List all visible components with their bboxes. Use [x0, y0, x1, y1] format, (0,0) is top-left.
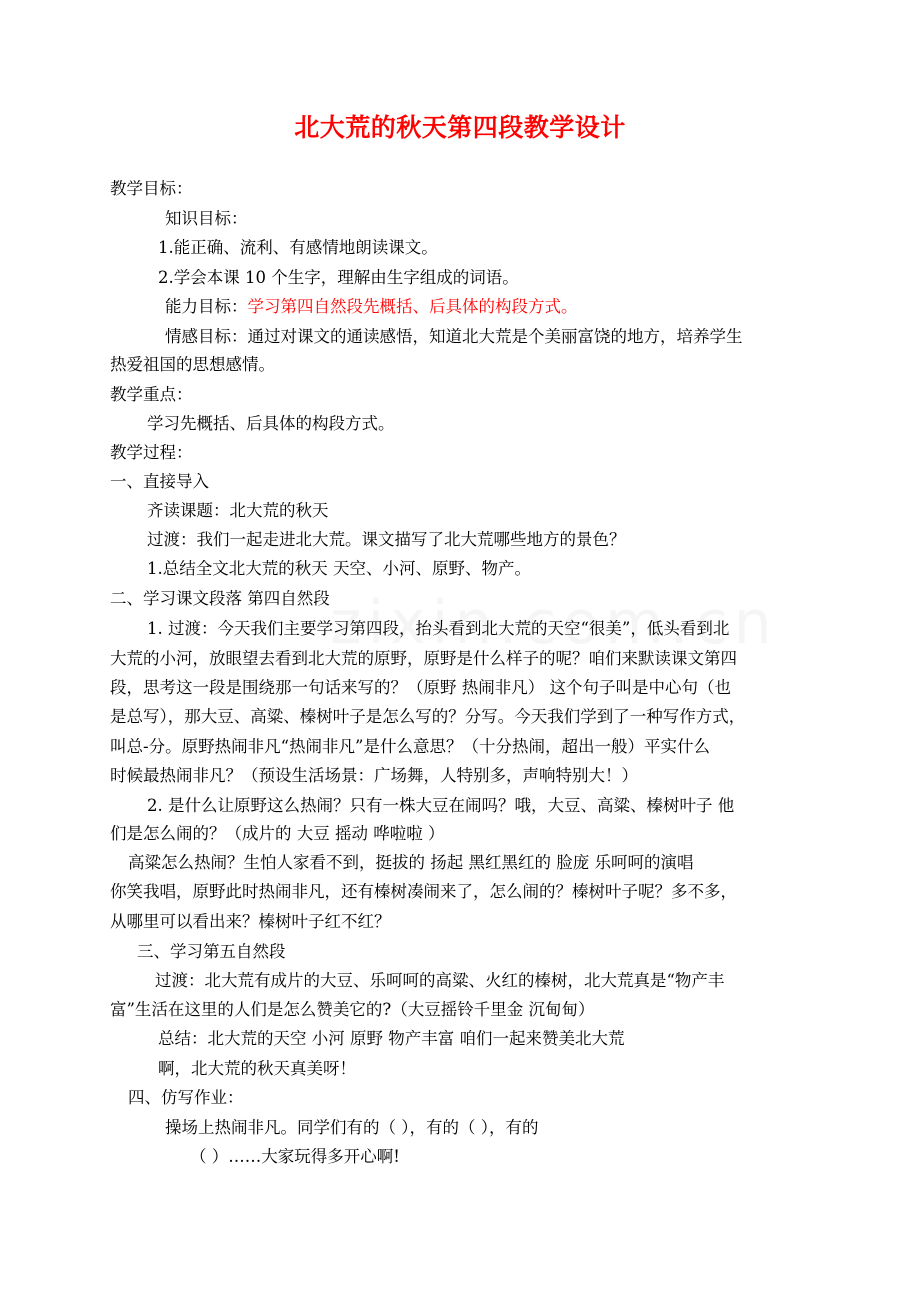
section-heading-goals: 教学目标：	[110, 179, 193, 198]
paragraph-line: 过渡：北大荒有成片的大豆、乐呵呵的高粱、火红的榛树，北大荒真是“物产丰	[155, 971, 725, 990]
section-heading-3: 三、学习第五自然段	[137, 942, 286, 961]
ability-goal-label: 能力目标：	[165, 297, 248, 316]
paragraph-line: 过渡：我们一起走进北大荒。课文描写了北大荒哪些地方的景色？	[147, 530, 626, 549]
section-heading-2: 二、学习课文段落 第四自然段	[110, 589, 330, 608]
paragraph-line: 时候最热闹非凡？（预设生活场景：广场舞，人特别多，声响特别大！）	[110, 766, 638, 785]
section-heading-process: 教学过程：	[110, 443, 193, 462]
document-title: 北大荒的秋天第四段教学设计	[294, 113, 626, 142]
paragraph-line: （ ）……大家玩得多开心啊!	[190, 1147, 400, 1166]
paragraph-line: 高粱怎么热闹？生怕人家看不到，挺拔的 扬起 黑红黑红的 脸庞 乐呵呵的演唱	[128, 853, 694, 872]
paragraph-line: 1.总结全文北大荒的秋天 天空、小河、原野、物产。	[147, 559, 531, 578]
subheading-knowledge: 知识目标：	[165, 209, 248, 228]
paragraph-line: 富”生活在这里的人们是怎么赞美它的?（大豆摇铃千里金 沉甸甸）	[110, 1000, 595, 1019]
paragraph-line: 你笑我唱，原野此时热闹非凡，还有榛树凑闹来了，怎么闹的？榛树叶子呢？多不多，	[110, 882, 737, 901]
paragraph-line: 段，思考这一段是围绕那一句话来写的？（原野 热闹非凡） 这个句子叫是中心句（也	[110, 678, 731, 697]
section-heading-1: 一、直接导入	[110, 472, 209, 491]
paragraph-line: 2. 是什么让原野这么热闹？只有一株大豆在闹吗？哦，大豆、高粱、榛树叶子 他	[147, 796, 735, 815]
paragraph-line: 情感目标：通过对课文的通读感悟，知道北大荒是个美丽富饶的地方，培养学生	[165, 327, 743, 346]
paragraph-line: 总结：北大荒的天空 小河 原野 物产丰富 咱们一起来赞美北大荒	[158, 1029, 625, 1048]
ability-goal-text: 学习第四自然段先概括、后具体的构段方式。	[247, 297, 578, 316]
paragraph-line: 1.能正确、流利、有感情地朗读课文。	[158, 238, 438, 257]
paragraph-line: 们是怎么闹的？（成片的 大豆 摇动 哗啦啦 ）	[110, 824, 445, 843]
paragraph-line: 操场上热闹非凡。同学们有的（ ），有的（ ），有的	[165, 1118, 539, 1137]
paragraph-line: 学习先概括、后具体的构段方式。	[147, 414, 395, 433]
paragraph-line: 1. 过渡：今天我们主要学习第四段，抬头看到北大荒的天空“很美”，低头看到北	[147, 619, 730, 638]
paragraph-line: 叫总-分。原野热闹非凡“热闹非凡”是什么意思？（十分热闹，超出一般）平实什么	[110, 737, 710, 756]
paragraph-line: 齐读课题：北大荒的秋天	[147, 501, 329, 520]
paragraph-line: 是总写），那大豆、高粱、榛树叶子是怎么写的？分写。今天我们学到了一种写作方式，	[110, 707, 746, 726]
paragraph-line: 啊，北大荒的秋天真美呀！	[158, 1059, 356, 1078]
section-heading-4: 四、仿写作业：	[128, 1088, 244, 1107]
section-heading-focus: 教学重点：	[110, 385, 193, 404]
paragraph-line: 从哪里可以看出来？榛树叶子红不红？	[110, 912, 391, 931]
paragraph-line: 热爱祖国的思想感情。	[110, 355, 275, 374]
paragraph-line: 2.学会本课 10 个生字，理解由生字组成的词语。	[158, 268, 519, 287]
ability-goal-line	[165, 295, 578, 319]
paragraph-line: 大荒的小河，放眼望去看到北大荒的原野，原野是什么样子的呢？咱们来默读课文第四	[110, 649, 737, 668]
